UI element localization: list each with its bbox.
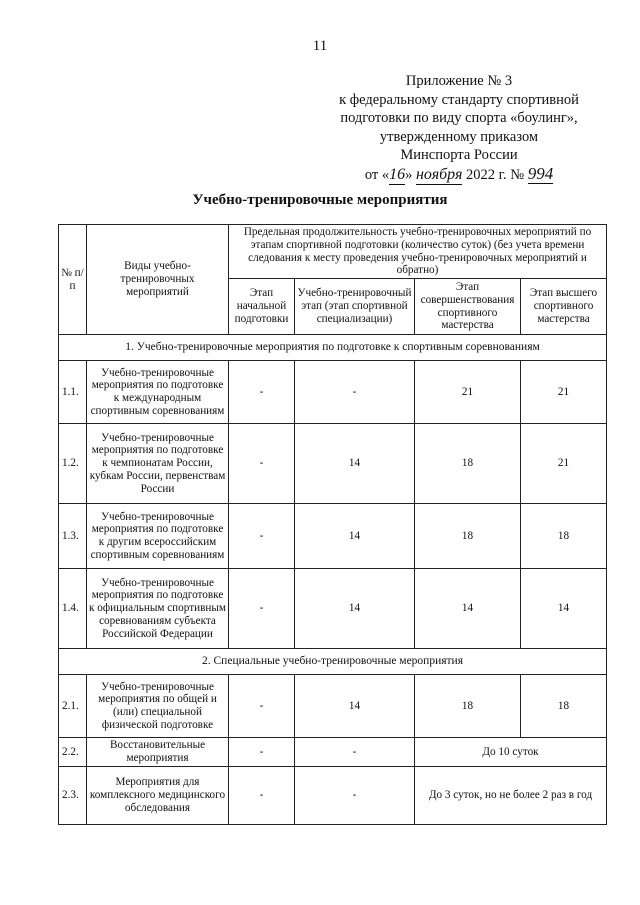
row-value: -: [295, 738, 415, 767]
table-row: [59, 361, 607, 424]
row-value: -: [229, 766, 295, 824]
row-number: 1.3.: [59, 504, 87, 569]
annex-title: Приложение № 3: [405, 73, 513, 89]
row-value: -: [229, 361, 295, 424]
row-event-name: Учебно-тренировочные мероприятия по общей и (или) специальной физической подготовке: [87, 675, 229, 738]
row-value: 14: [415, 569, 521, 649]
row-value: 18: [415, 424, 521, 504]
training-events-table: [58, 224, 607, 825]
row-event-name: Учебно-тренировочные мероприятия по подготовке к другим всероссийским спортивным соревнованиям: [87, 504, 229, 569]
header-stage-initial: Этап начальной подготовки: [229, 279, 295, 335]
handwritten-day: 16: [389, 166, 405, 186]
table-row: [59, 424, 607, 504]
row-event-name: Учебно-тренировочные мероприятия по подготовке к официальным спортивным соревнованиям субъекта Российской Федерации: [87, 569, 229, 649]
row-value: -: [295, 766, 415, 824]
row-merged-value: До 3 суток, но не более 2 раз в год: [415, 766, 607, 824]
row-event-name: Восстановительные мероприятия: [87, 738, 229, 767]
row-value: -: [229, 504, 295, 569]
row-value: 21: [415, 361, 521, 424]
row-value: -: [295, 361, 415, 424]
table-row: [59, 738, 607, 767]
annex-block: [314, 72, 604, 185]
row-value: -: [229, 569, 295, 649]
row-value: 14: [295, 569, 415, 649]
header-stage-highest: Этап высшего спортивного мастерства: [521, 279, 607, 335]
row-number: 2.1.: [59, 675, 87, 738]
row-value: 18: [521, 504, 607, 569]
row-value: 21: [521, 361, 607, 424]
order-year: 2022 г. №: [466, 166, 525, 183]
annex-line: утвержденному приказом: [379, 128, 539, 145]
row-value: -: [229, 675, 295, 738]
row-number: 2.3.: [59, 766, 87, 824]
annex-line: подготовки по виду спорта «боулинг»,: [340, 110, 578, 126]
row-value: 21: [521, 424, 607, 504]
row-value: 14: [295, 424, 415, 504]
date-prefix: от «: [364, 166, 390, 183]
handwritten-order-number: 994: [527, 163, 554, 183]
annex-line: Минспорта России: [400, 147, 518, 163]
date-mid: »: [405, 166, 413, 183]
table-row: [59, 675, 607, 738]
page-number: 11: [312, 38, 328, 54]
header-stage-improvement: Этап совершенствования спортивного мастерства: [415, 279, 521, 335]
order-date-line: [314, 165, 604, 186]
row-number: 1.4.: [59, 569, 87, 649]
section-title: 1. Учебно-тренировочные мероприятия по подготовке к спортивным соревнованиям: [59, 335, 607, 361]
row-number: 1.2.: [59, 424, 87, 504]
table-row: [59, 766, 607, 824]
row-value: 18: [415, 675, 521, 738]
annex-line: к федеральному стандарту спортивной: [339, 91, 579, 108]
header-event-type: Виды учебно-тренировочных мероприятий: [87, 225, 229, 335]
row-event-name: Учебно-тренировочные мероприятия по подготовке к чемпионатам России, кубкам России, первенствам России: [87, 424, 229, 504]
row-number: 2.2.: [59, 738, 87, 767]
row-value: 14: [521, 569, 607, 649]
section-title: 2. Специальные учебно-тренировочные мероприятия: [59, 649, 607, 675]
header-stage-training: Учебно-тренировочный этап (этап спортивной специализации): [295, 279, 415, 335]
section-row: [59, 335, 607, 361]
row-number: 1.1.: [59, 361, 87, 424]
row-value: 18: [415, 504, 521, 569]
section-row: [59, 649, 607, 675]
table-header-row: [59, 225, 607, 279]
header-duration-group: Предельная продолжительность учебно-тренировочных мероприятий по этапам спортивной подготовки (количество суток) (без учета времени следования к месту проведения учебно-тренировочных мероприятий и обратно): [229, 225, 607, 279]
table-row: [59, 569, 607, 649]
handwritten-month: ноября: [416, 166, 462, 186]
row-value: 14: [295, 675, 415, 738]
header-number: № п/п: [59, 225, 87, 335]
document-heading: Учебно-тренировочные мероприятия: [192, 192, 448, 208]
row-event-name: Мероприятия для комплексного медицинского обследования: [87, 766, 229, 824]
row-value: 14: [295, 504, 415, 569]
table-row: [59, 504, 607, 569]
row-merged-value: До 10 суток: [415, 738, 607, 767]
row-event-name: Учебно-тренировочные мероприятия по подготовке к международным спортивным соревнованиям: [87, 361, 229, 424]
row-value: -: [229, 738, 295, 767]
row-value: 18: [521, 675, 607, 738]
row-value: -: [229, 424, 295, 504]
